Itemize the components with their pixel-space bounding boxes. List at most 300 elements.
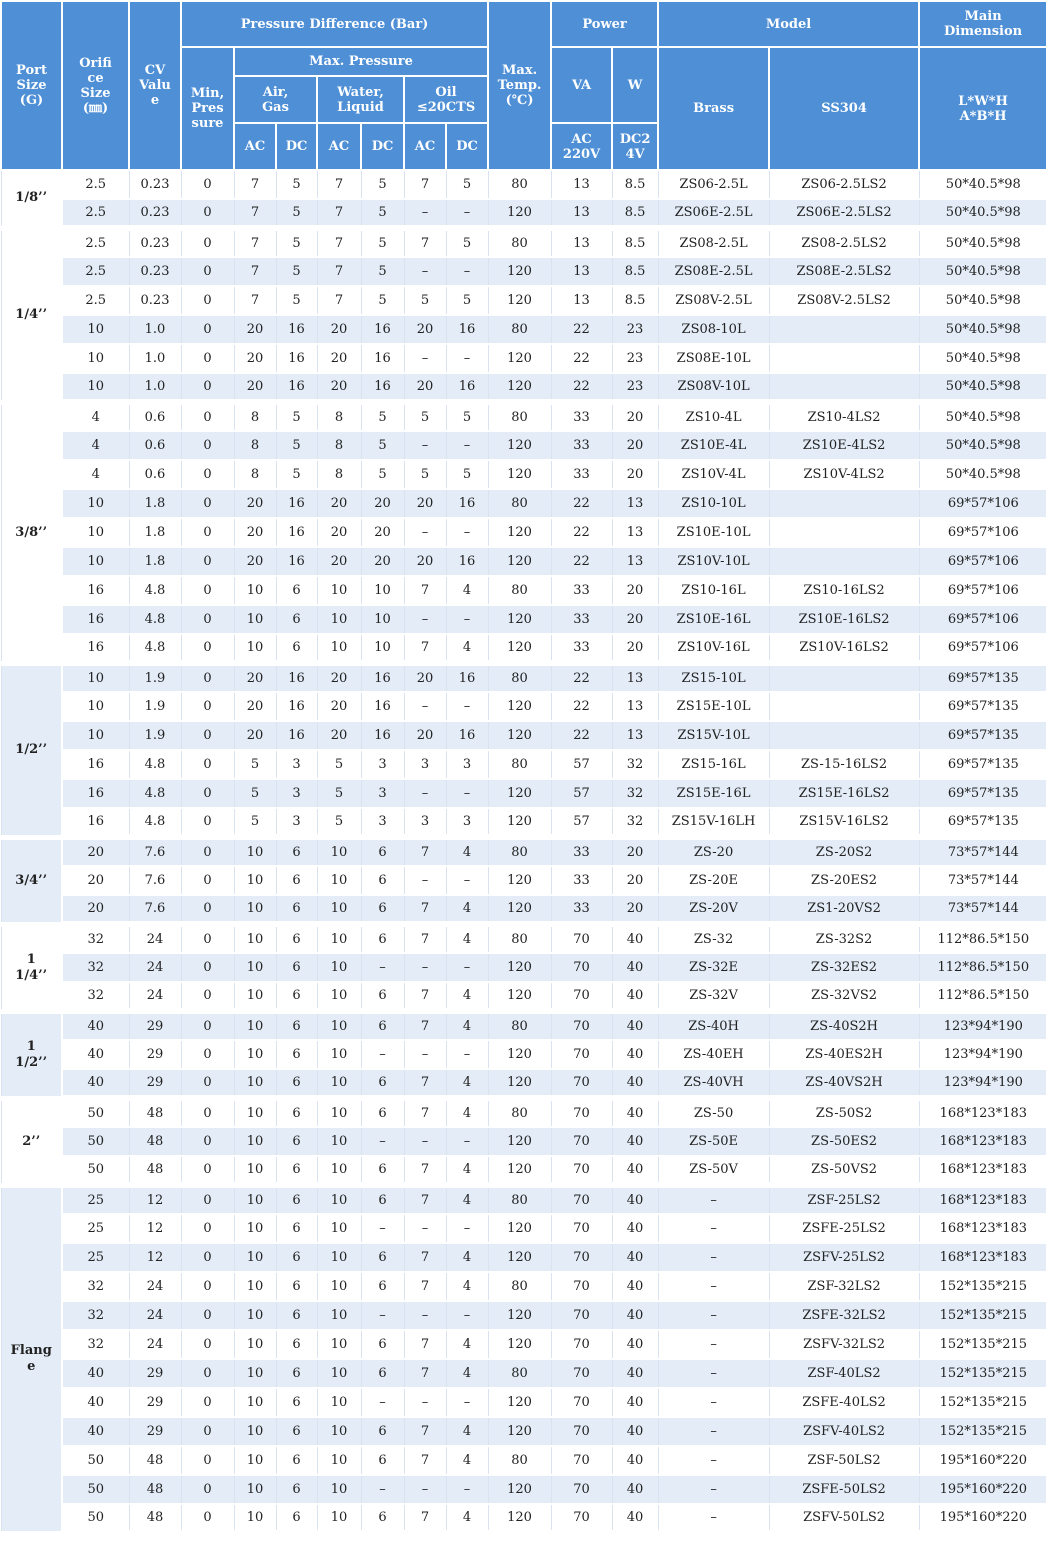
cv-cell: 24 <box>129 982 181 1011</box>
brass-model-cell: ZS-40EH <box>658 1040 769 1069</box>
va-cell: 57 <box>551 808 612 837</box>
ss304-model-cell: ZS10V-4LS2 <box>769 460 919 489</box>
water-ac-cell: 20 <box>317 315 361 344</box>
min-pressure-cell: 0 <box>181 953 234 982</box>
va-cell: 70 <box>551 982 612 1011</box>
port-size-cell: 1/2’’ <box>1 663 62 837</box>
port-size-cell: 3/8’’ <box>1 402 62 663</box>
orifice-cell: 50 <box>62 1098 129 1127</box>
water-dc-cell: 16 <box>361 373 404 402</box>
water-dc-cell: 10 <box>361 605 404 634</box>
orifice-cell: 40 <box>62 1069 129 1098</box>
va-cell: 70 <box>551 1475 612 1504</box>
w-cell: 13 <box>612 663 658 692</box>
ss304-model-cell: ZSFV-50LS2 <box>769 1504 919 1533</box>
ss304-model-cell <box>769 344 919 373</box>
brass-model-cell: ZS10-4L <box>658 402 769 431</box>
air-dc-cell: 16 <box>276 547 317 576</box>
water-dc-cell: 6 <box>361 1011 404 1040</box>
w-cell: 40 <box>612 1214 658 1243</box>
table-row <box>1 199 1046 228</box>
ss304-model-cell: ZS10V-16LS2 <box>769 634 919 663</box>
max-temp-cell: 80 <box>488 663 551 692</box>
table-row <box>1 1388 1046 1417</box>
brass-model-cell: ZS08-10L <box>658 315 769 344</box>
oil-dc-cell: 4 <box>446 837 488 866</box>
dimension-cell: 152*135*215 <box>919 1388 1046 1417</box>
min-pressure-cell: 0 <box>181 460 234 489</box>
oil-dc-cell: – <box>446 953 488 982</box>
va-cell: 70 <box>551 1098 612 1127</box>
cv-cell: 48 <box>129 1127 181 1156</box>
cv-cell: 29 <box>129 1359 181 1388</box>
orifice-cell: 32 <box>62 953 129 982</box>
dimension-cell: 50*40.5*98 <box>919 402 1046 431</box>
min-pressure-cell: 0 <box>181 895 234 924</box>
water-ac-cell: 10 <box>317 605 361 634</box>
cv-cell: 1.8 <box>129 518 181 547</box>
max-temp-cell: 120 <box>488 953 551 982</box>
w-cell: 20 <box>612 402 658 431</box>
oil-dc-cell: 4 <box>446 1069 488 1098</box>
max-temp-cell: 120 <box>488 1127 551 1156</box>
air-ac-cell: 10 <box>234 1185 276 1214</box>
water-dc-cell: 6 <box>361 837 404 866</box>
brass-model-cell: ZS15V-10L <box>658 721 769 750</box>
oil-ac-cell: 5 <box>404 286 446 315</box>
ss304-model-cell: ZSF-40LS2 <box>769 1359 919 1388</box>
max-temp-cell: 120 <box>488 808 551 837</box>
cv-cell: 48 <box>129 1446 181 1475</box>
dimension-cell: 152*135*215 <box>919 1330 1046 1359</box>
water-dc-cell: 3 <box>361 808 404 837</box>
orifice-cell: 2.5 <box>62 228 129 257</box>
ss304-model-cell <box>769 692 919 721</box>
cv-cell: 12 <box>129 1243 181 1272</box>
min-pressure-cell: 0 <box>181 547 234 576</box>
brass-model-cell: ZS-32E <box>658 953 769 982</box>
dimension-cell: 69*57*106 <box>919 547 1046 576</box>
va-cell: 70 <box>551 924 612 953</box>
oil-dc-cell: – <box>446 605 488 634</box>
header-model: Model <box>658 1 919 47</box>
va-cell: 13 <box>551 286 612 315</box>
table-row <box>1 692 1046 721</box>
cv-cell: 29 <box>129 1388 181 1417</box>
water-dc-cell: 6 <box>361 1098 404 1127</box>
table-row <box>1 1069 1046 1098</box>
max-temp-cell: 80 <box>488 170 551 199</box>
oil-ac-cell: 7 <box>404 228 446 257</box>
table-row <box>1 257 1046 286</box>
table-row <box>1 924 1046 953</box>
table-row <box>1 402 1046 431</box>
air-dc-cell: 6 <box>276 634 317 663</box>
va-cell: 33 <box>551 866 612 895</box>
w-cell: 40 <box>612 924 658 953</box>
water-ac-cell: 10 <box>317 1011 361 1040</box>
va-cell: 22 <box>551 721 612 750</box>
ss304-model-cell: ZS06-2.5LS2 <box>769 170 919 199</box>
air-ac-cell: 10 <box>234 1330 276 1359</box>
orifice-cell: 10 <box>62 663 129 692</box>
cv-cell: 7.6 <box>129 837 181 866</box>
orifice-cell: 32 <box>62 924 129 953</box>
air-ac-cell: 5 <box>234 779 276 808</box>
min-pressure-cell: 0 <box>181 1475 234 1504</box>
air-ac-cell: 10 <box>234 576 276 605</box>
water-dc-cell: 20 <box>361 518 404 547</box>
orifice-cell: 40 <box>62 1388 129 1417</box>
oil-dc-cell: 4 <box>446 1417 488 1446</box>
max-temp-cell: 120 <box>488 1069 551 1098</box>
water-ac-cell: 10 <box>317 1504 361 1533</box>
water-dc-cell: 16 <box>361 315 404 344</box>
air-dc-cell: 6 <box>276 866 317 895</box>
water-ac-cell: 10 <box>317 1417 361 1446</box>
air-dc-cell: 6 <box>276 1301 317 1330</box>
brass-model-cell: ZS10E-4L <box>658 431 769 460</box>
table-row <box>1 1301 1046 1330</box>
max-temp-cell: 120 <box>488 1040 551 1069</box>
table-row <box>1 808 1046 837</box>
cv-cell: 7.6 <box>129 895 181 924</box>
water-ac-cell: 20 <box>317 547 361 576</box>
w-cell: 8.5 <box>612 286 658 315</box>
header-air-gas: Air, Gas <box>234 76 317 123</box>
ss304-model-cell: ZS08V-2.5LS2 <box>769 286 919 315</box>
dimension-cell: 69*57*106 <box>919 576 1046 605</box>
dimension-cell: 152*135*215 <box>919 1359 1046 1388</box>
w-cell: 8.5 <box>612 228 658 257</box>
max-temp-cell: 120 <box>488 344 551 373</box>
oil-ac-cell: – <box>404 257 446 286</box>
ss304-model-cell: ZS-50ES2 <box>769 1127 919 1156</box>
w-cell: 40 <box>612 1069 658 1098</box>
cv-cell: 12 <box>129 1185 181 1214</box>
min-pressure-cell: 0 <box>181 866 234 895</box>
cv-cell: 24 <box>129 1330 181 1359</box>
oil-dc-cell: 4 <box>446 1359 488 1388</box>
max-temp-cell: 120 <box>488 779 551 808</box>
max-temp-cell: 120 <box>488 547 551 576</box>
oil-dc-cell: – <box>446 1388 488 1417</box>
max-temp-cell: 120 <box>488 373 551 402</box>
min-pressure-cell: 0 <box>181 402 234 431</box>
va-cell: 22 <box>551 373 612 402</box>
brass-model-cell: ZS-20E <box>658 866 769 895</box>
w-cell: 40 <box>612 1388 658 1417</box>
ss304-model-cell: ZS-50S2 <box>769 1098 919 1127</box>
oil-ac-cell: 20 <box>404 489 446 518</box>
dimension-cell: 195*160*220 <box>919 1475 1046 1504</box>
air-ac-cell: 10 <box>234 1040 276 1069</box>
oil-dc-cell: 5 <box>446 228 488 257</box>
ss304-model-cell <box>769 489 919 518</box>
air-ac-cell: 10 <box>234 1475 276 1504</box>
air-dc-cell: 6 <box>276 605 317 634</box>
air-dc-cell: 6 <box>276 1069 317 1098</box>
air-ac-cell: 10 <box>234 1098 276 1127</box>
brass-model-cell: ZS08V-10L <box>658 373 769 402</box>
min-pressure-cell: 0 <box>181 199 234 228</box>
header-oil-ac: AC <box>404 123 446 170</box>
ss304-model-cell: ZS1-20VS2 <box>769 895 919 924</box>
min-pressure-cell: 0 <box>181 1185 234 1214</box>
ss304-model-cell <box>769 518 919 547</box>
air-dc-cell: 5 <box>276 228 317 257</box>
air-ac-cell: 10 <box>234 1359 276 1388</box>
va-cell: 70 <box>551 1388 612 1417</box>
header-ac-220v: AC 220V <box>551 123 612 170</box>
orifice-cell: 10 <box>62 547 129 576</box>
max-temp-cell: 120 <box>488 518 551 547</box>
max-temp-cell: 120 <box>488 1156 551 1185</box>
oil-ac-cell: – <box>404 1301 446 1330</box>
oil-ac-cell: 7 <box>404 924 446 953</box>
air-dc-cell: 6 <box>276 1504 317 1533</box>
dimension-cell: 69*57*135 <box>919 808 1046 837</box>
dimension-cell: 50*40.5*98 <box>919 170 1046 199</box>
orifice-cell: 40 <box>62 1359 129 1388</box>
water-ac-cell: 8 <box>317 460 361 489</box>
air-ac-cell: 7 <box>234 257 276 286</box>
oil-dc-cell: 4 <box>446 1185 488 1214</box>
air-ac-cell: 10 <box>234 1301 276 1330</box>
min-pressure-cell: 0 <box>181 1504 234 1533</box>
oil-ac-cell: 7 <box>404 576 446 605</box>
min-pressure-cell: 0 <box>181 1243 234 1272</box>
w-cell: 40 <box>612 1098 658 1127</box>
orifice-cell: 20 <box>62 895 129 924</box>
table-row <box>1 866 1046 895</box>
dimension-cell: 168*123*183 <box>919 1243 1046 1272</box>
ss304-model-cell: ZS-40S2H <box>769 1011 919 1040</box>
va-cell: 70 <box>551 1446 612 1475</box>
min-pressure-cell: 0 <box>181 489 234 518</box>
brass-model-cell: ZS10V-4L <box>658 460 769 489</box>
max-temp-cell: 80 <box>488 1359 551 1388</box>
orifice-cell: 32 <box>62 1272 129 1301</box>
max-temp-cell: 80 <box>488 576 551 605</box>
va-cell: 70 <box>551 1011 612 1040</box>
brass-model-cell: – <box>658 1417 769 1446</box>
port-size-cell: 1 1/4’’ <box>1 924 62 1011</box>
air-dc-cell: 6 <box>276 1214 317 1243</box>
air-ac-cell: 7 <box>234 199 276 228</box>
air-ac-cell: 10 <box>234 895 276 924</box>
dimension-cell: 69*57*106 <box>919 634 1046 663</box>
header-water-ac: AC <box>317 123 361 170</box>
water-ac-cell: 10 <box>317 1446 361 1475</box>
brass-model-cell: ZS15V-16LH <box>658 808 769 837</box>
dimension-cell: 152*135*215 <box>919 1301 1046 1330</box>
w-cell: 40 <box>612 1504 658 1533</box>
water-ac-cell: 5 <box>317 779 361 808</box>
water-dc-cell: 5 <box>361 199 404 228</box>
water-dc-cell: 10 <box>361 576 404 605</box>
dimension-cell: 73*57*144 <box>919 837 1046 866</box>
w-cell: 40 <box>612 1446 658 1475</box>
air-ac-cell: 10 <box>234 605 276 634</box>
table-row <box>1 1040 1046 1069</box>
water-ac-cell: 7 <box>317 286 361 315</box>
min-pressure-cell: 0 <box>181 808 234 837</box>
cv-cell: 24 <box>129 953 181 982</box>
cv-cell: 1.0 <box>129 315 181 344</box>
orifice-cell: 2.5 <box>62 170 129 199</box>
air-ac-cell: 7 <box>234 228 276 257</box>
va-cell: 22 <box>551 518 612 547</box>
va-cell: 70 <box>551 1504 612 1533</box>
oil-dc-cell: – <box>446 692 488 721</box>
air-ac-cell: 10 <box>234 1446 276 1475</box>
min-pressure-cell: 0 <box>181 1388 234 1417</box>
min-pressure-cell: 0 <box>181 1272 234 1301</box>
water-dc-cell: 3 <box>361 779 404 808</box>
max-temp-cell: 120 <box>488 460 551 489</box>
orifice-cell: 10 <box>62 518 129 547</box>
min-pressure-cell: 0 <box>181 1098 234 1127</box>
orifice-cell: 10 <box>62 315 129 344</box>
water-dc-cell: 3 <box>361 750 404 779</box>
dimension-cell: 112*86.5*150 <box>919 953 1046 982</box>
oil-ac-cell: – <box>404 1040 446 1069</box>
water-dc-cell: 6 <box>361 1417 404 1446</box>
w-cell: 20 <box>612 431 658 460</box>
brass-model-cell: ZS08E-2.5L <box>658 257 769 286</box>
va-cell: 33 <box>551 402 612 431</box>
w-cell: 40 <box>612 1243 658 1272</box>
water-dc-cell: 6 <box>361 924 404 953</box>
cv-cell: 0.23 <box>129 170 181 199</box>
w-cell: 20 <box>612 605 658 634</box>
oil-dc-cell: – <box>446 257 488 286</box>
water-dc-cell: 6 <box>361 1069 404 1098</box>
ss304-model-cell <box>769 373 919 402</box>
oil-ac-cell: 7 <box>404 1011 446 1040</box>
brass-model-cell: ZS15-16L <box>658 750 769 779</box>
max-temp-cell: 80 <box>488 402 551 431</box>
oil-ac-cell: – <box>404 1214 446 1243</box>
max-temp-cell: 120 <box>488 286 551 315</box>
air-dc-cell: 6 <box>276 1272 317 1301</box>
brass-model-cell: ZS08-2.5L <box>658 228 769 257</box>
dimension-cell: 69*57*106 <box>919 518 1046 547</box>
oil-dc-cell: 16 <box>446 373 488 402</box>
water-dc-cell: 6 <box>361 1156 404 1185</box>
min-pressure-cell: 0 <box>181 431 234 460</box>
oil-dc-cell: 3 <box>446 750 488 779</box>
water-ac-cell: 10 <box>317 1301 361 1330</box>
table-row <box>1 663 1046 692</box>
va-cell: 70 <box>551 1243 612 1272</box>
ss304-model-cell: ZSFE-32LS2 <box>769 1301 919 1330</box>
orifice-cell: 10 <box>62 373 129 402</box>
table-row <box>1 1243 1046 1272</box>
max-temp-cell: 120 <box>488 1214 551 1243</box>
w-cell: 23 <box>612 373 658 402</box>
oil-ac-cell: 3 <box>404 808 446 837</box>
table-row <box>1 1185 1046 1214</box>
oil-dc-cell: – <box>446 1214 488 1243</box>
cv-cell: 1.8 <box>129 489 181 518</box>
water-ac-cell: 7 <box>317 228 361 257</box>
water-dc-cell: 6 <box>361 1243 404 1272</box>
oil-dc-cell: 4 <box>446 924 488 953</box>
orifice-cell: 4 <box>62 460 129 489</box>
va-cell: 33 <box>551 634 612 663</box>
air-dc-cell: 5 <box>276 170 317 199</box>
va-cell: 70 <box>551 1359 612 1388</box>
air-ac-cell: 5 <box>234 750 276 779</box>
oil-dc-cell: – <box>446 1040 488 1069</box>
table-row <box>1 344 1046 373</box>
va-cell: 22 <box>551 344 612 373</box>
table-row <box>1 1359 1046 1388</box>
dimension-cell: 195*160*220 <box>919 1504 1046 1533</box>
air-ac-cell: 20 <box>234 692 276 721</box>
air-ac-cell: 10 <box>234 634 276 663</box>
brass-model-cell: – <box>658 1243 769 1272</box>
brass-model-cell: – <box>658 1388 769 1417</box>
min-pressure-cell: 0 <box>181 1040 234 1069</box>
oil-ac-cell: – <box>404 692 446 721</box>
table-row <box>1 1098 1046 1127</box>
table-row <box>1 286 1046 315</box>
oil-dc-cell: 5 <box>446 460 488 489</box>
oil-ac-cell: – <box>404 953 446 982</box>
cv-cell: 4.8 <box>129 576 181 605</box>
max-temp-cell: 120 <box>488 692 551 721</box>
ss304-model-cell <box>769 315 919 344</box>
va-cell: 22 <box>551 692 612 721</box>
air-dc-cell: 6 <box>276 1330 317 1359</box>
max-temp-cell: 80 <box>488 837 551 866</box>
water-dc-cell: 5 <box>361 460 404 489</box>
va-cell: 33 <box>551 431 612 460</box>
table-row <box>1 170 1046 199</box>
brass-model-cell: ZS10-10L <box>658 489 769 518</box>
cv-cell: 4.8 <box>129 634 181 663</box>
water-ac-cell: 10 <box>317 1156 361 1185</box>
w-cell: 40 <box>612 1185 658 1214</box>
min-pressure-cell: 0 <box>181 1330 234 1359</box>
cv-cell: 1.9 <box>129 663 181 692</box>
oil-ac-cell: – <box>404 1127 446 1156</box>
orifice-cell: 50 <box>62 1127 129 1156</box>
water-dc-cell: – <box>361 1214 404 1243</box>
va-cell: 13 <box>551 199 612 228</box>
min-pressure-cell: 0 <box>181 344 234 373</box>
water-ac-cell: 10 <box>317 1214 361 1243</box>
ss304-model-cell: ZSF-25LS2 <box>769 1185 919 1214</box>
ss304-model-cell: ZSFV-40LS2 <box>769 1417 919 1446</box>
brass-model-cell: ZS-32 <box>658 924 769 953</box>
air-ac-cell: 5 <box>234 808 276 837</box>
min-pressure-cell: 0 <box>181 286 234 315</box>
dimension-cell: 73*57*144 <box>919 895 1046 924</box>
cv-cell: 1.0 <box>129 373 181 402</box>
va-cell: 70 <box>551 953 612 982</box>
va-cell: 22 <box>551 315 612 344</box>
orifice-cell: 10 <box>62 344 129 373</box>
oil-dc-cell: 4 <box>446 1098 488 1127</box>
oil-dc-cell: 4 <box>446 1243 488 1272</box>
oil-ac-cell: 20 <box>404 663 446 692</box>
air-dc-cell: 16 <box>276 489 317 518</box>
min-pressure-cell: 0 <box>181 1011 234 1040</box>
